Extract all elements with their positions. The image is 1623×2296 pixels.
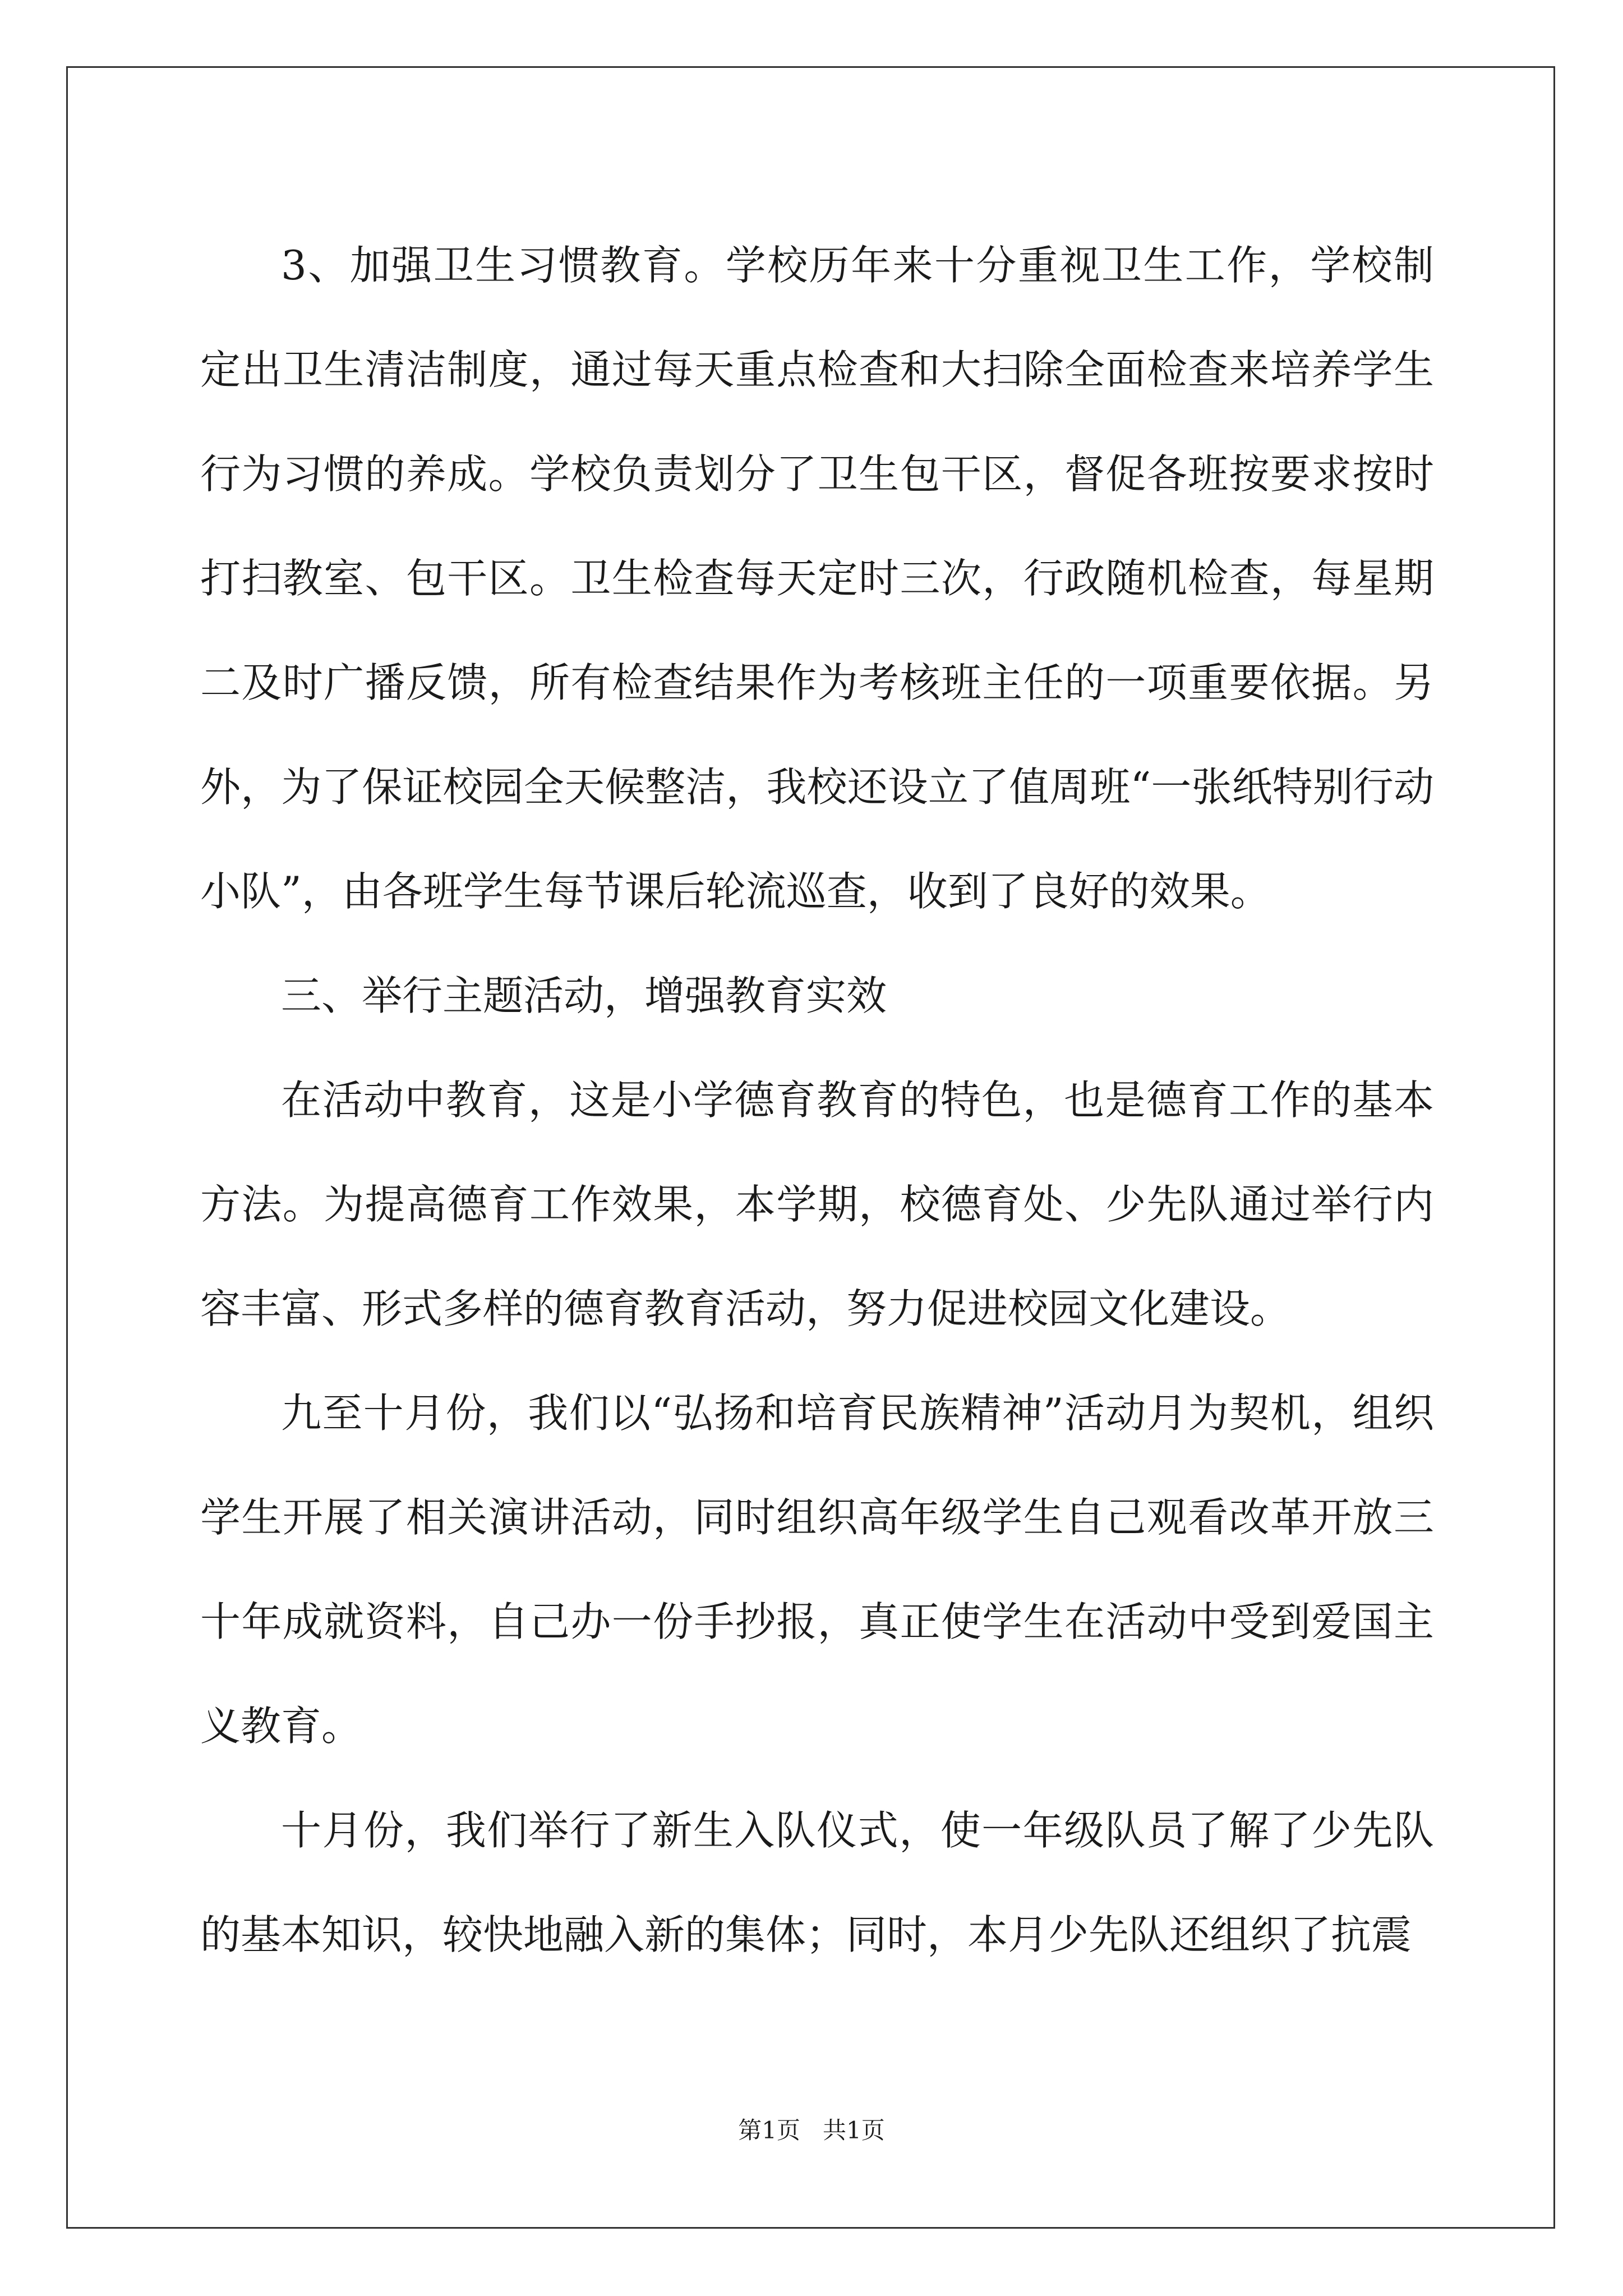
page-footer (0, 2112, 1623, 2146)
document-body (200, 213, 1434, 1987)
page-number: 第1页 (738, 2116, 800, 2144)
paragraph-activities: 在活动中教育，这是小学德育教育的特色，也是德育工作的基本方法。为提高德育工作效果，本学期，校德育处、少先队通过举行内容丰富、形式多样的德育教育活动，努力促进校园文化建设。 (200, 1076, 1434, 1332)
paragraph-hygiene: 3、加强卫生习惯教育。学校历年来十分重视卫生工作，学校制定出卫生清洁制度，通过每天重点检查和大扫除全面检查来培养学生行为习惯的养成。学校负责划分了卫生包干区，督促各班按要求按时打扫教室、包干区。卫生检查每天定时三次，行政随机检查，每星期二及时广播反馈，所有检查结果作为考核班主任的一项重要依据。另外，为了保证校园全天候整洁，我校还设立了值周班“一张纸特别行动小队”，由各班学生每节课后轮流巡查，收到了良好的效果。 (200, 242, 1434, 915)
paragraph-september-october: 九至十月份，我们以“弘扬和培育民族精神”活动月为契机，组织学生开展了相关演讲活动，同时组织高年级学生自己观看改革开放三十年成就资料，自己办一份手抄报，真正使学生在活动中受到爱国主义教育。 (200, 1389, 1434, 1750)
paragraph-october: 十月份，我们举行了新生入队仪式，使一年级队员了解了少先队的基本知识，较快地融入新的集体；同时，本月少先队还组织了抗震 (200, 1807, 1434, 1958)
page-total: 共1页 (823, 2116, 885, 2144)
section-heading: 三、举行主题活动，增强教育实效 (281, 972, 887, 1019)
